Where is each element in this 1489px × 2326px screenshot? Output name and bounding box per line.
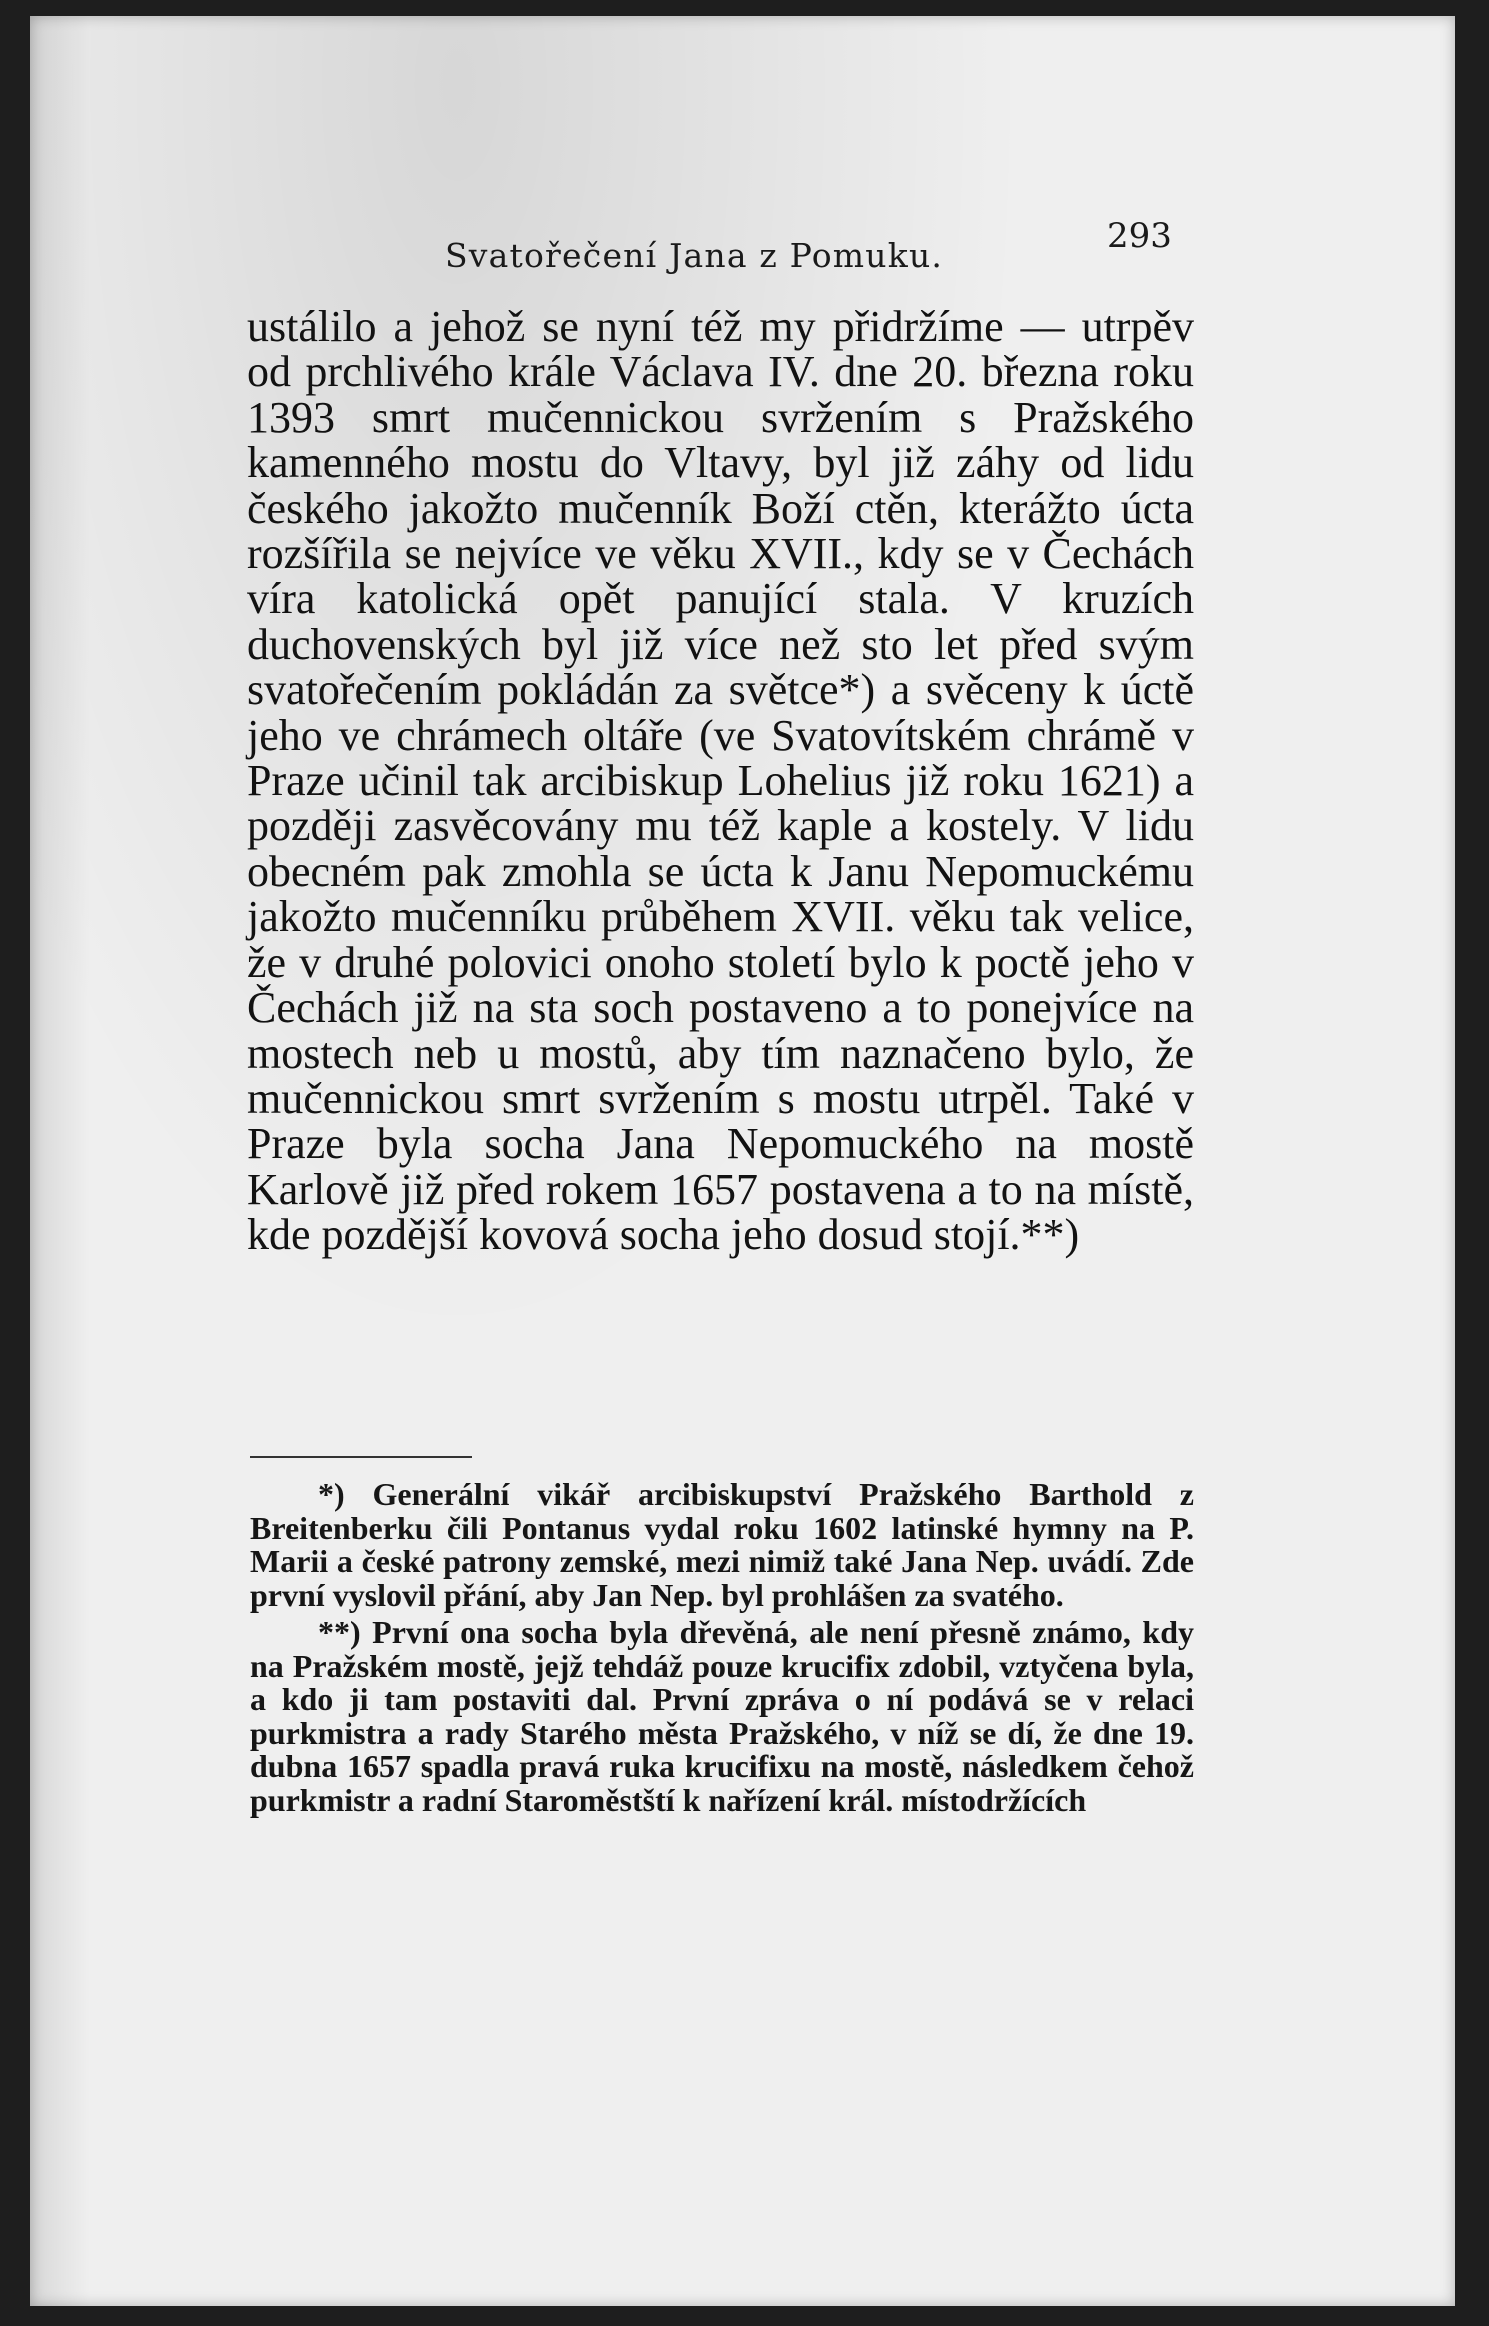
page-number: 293 [1107,216,1172,256]
book-page [30,16,1455,2306]
footnote-2: **) První ona socha byla dřevěná, ale není přesně známo, kdy na Pražském mostě, jejž tehdáž pouze krucifix zdobil, vztyčena byla, a kdo ji tam postaviti dal. První zpráva o ní podává se v relaci purkmistra a rady Starého města Pražského, v níž se dí, že dne 19. dubna 1657 spadla pravá ruka krucifixu na mostě, následkem čehož purkmistr a radní Staroměstští k nařízení král. místodržících [250,1614,1194,1818]
footnote-1: *) Generální vikář arcibiskupství Pražského Barthold z Breitenberku čili Pontanus vydal roku 1602 latinské hymny na P. Marii a české patrony zemské, mezi nimiž také Jana Nep. uvádí. Zde první vyslovil přání, aby Jan Nep. byl prohlášen za svatého. [250,1476,1194,1613]
footnotes [250,1478,1194,1817]
main-paragraph: ustálilo a jehož se nyní též my přidržíme — utrpěv od prchlivého krále Václava IV. dne 20. března roku 1393 smrt mučennickou svržením s Pražského kamenného mostu do Vltavy, byl již záhy od lidu českého jakožto mučenník Boží ctěn, kterážto úcta rozšířila se nejvíce ve věku XVII., kdy se v Čechách víra katolická opět panující stala. V kruzích duchovenských byl již více než sto let před svým svatořečením pokládán za světce*) a svěceny k úctě jeho ve chrámech oltáře (ve Svatovítském chrámě v Praze učinil tak arcibiskup Lohelius již roku 1621) a později zasvěcovány mu též kaple a kostely. V lidu obecném pak zmohla se úcta k Janu Nepomuckému jakožto mučenníku průběhem XVII. věku tak velice, že v druhé polovici onoho století bylo k poctě jeho v Čechách již na sta soch postaveno a to ponejvíce na mostech neb u mostů, aby tím naznačeno bylo, že mučennickou smrt svržením s mostu utrpěl. Také v Praze byla socha Jana Nepomuckého na mostě Karlově již před rokem 1657 postavena a to na místě, kde pozdější kovová socha jeho dosud stojí.**) [247,302,1194,1260]
page-header [30,216,1455,276]
footnote-separator [250,1456,472,1458]
running-title: Svatořečení Jana z Pomuku. [445,236,944,275]
